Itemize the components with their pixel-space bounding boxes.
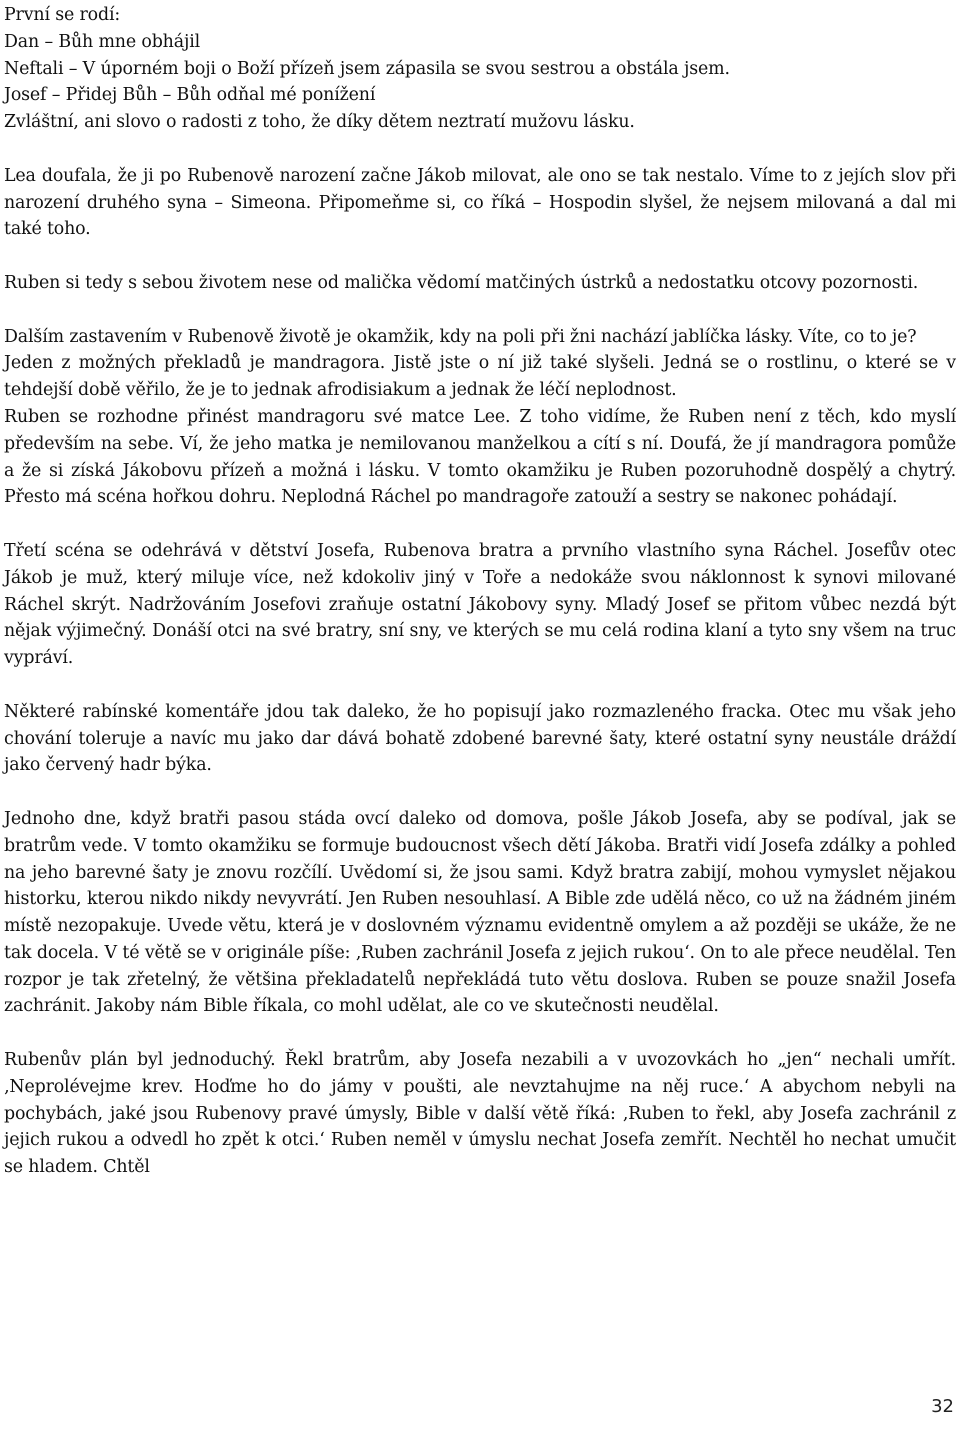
paragraph-spacer <box>4 779 956 806</box>
paragraph-spacer <box>4 1020 956 1047</box>
paragraph-brothers: Jednoho dne, když bratři pasou stáda ovcí daleko od domova, pošle Jákob Josefa, aby se podíval, jak se bratrům vede. V tomto okamžiku se formuje budoucnost všech dětí Jákoba. Bratři vidí Josefa zdálky a pohled na jeho barevné šaty je znovu rozčílí. Uvědomí si, že jsou sami. Když bratra zabijí, mohou vymyslet nějakou historku, kterou nikdo nikdy nevyvrátí. Jen Ruben nesouhlasí. A Bible zde udělá něco, co už na žádném jiném místě nezopakuje. Uvede větu, která je v doslovném významu evidentně omylem a až později se ukáže, že ne tak docela. V té větě se v originále píše: ‚Ruben zachránil Josefa z jejich rukou‘. On to ale přece neudělal. Ten rozpor je tak zřetelný, že většina překladatelů nepřekládá tuto větu doslova. Ruben se pouze snažil Josefa zachránit. Jakoby nám Bible říkala, co mohl udělat, ale co ve skutečnosti neudělal. <box>4 808 956 1017</box>
intro-line: První se rodí: <box>4 5 121 25</box>
page-number: 32 <box>931 1396 954 1417</box>
paragraph-love-apples: Dalším zastavením v Rubenově životě je okamžik, kdy na poli při žni nachází jablíčka lásky. Víte, co to je? <box>4 326 917 347</box>
intro-line: Zvláštní, ani slovo o radosti z toho, že díky dětem neztratí mužovu lásku. <box>4 112 635 133</box>
paragraph-lea: Lea doufala, že ji po Rubenově narození začne Jákob milovat, ale ono se tak nestalo. Víme to z jejích slov při narození druhého syna – Simeona. Připomeňme si, co říká – Hospodin slyšel, že nejsem milovaná a dal mi také toho. <box>4 165 956 240</box>
paragraph-spacer <box>4 136 956 163</box>
document-body <box>4 2 956 1181</box>
paragraph-spacer <box>4 297 956 324</box>
paragraph-ruben-childhood: Ruben si tedy s sebou životem nese od malička vědomí matčiných ústrků a nedostatku otcovy pozornosti. <box>4 272 919 293</box>
paragraph-mandrake: Jeden z možných překladů je mandragora. Jistě jste o ní již také slyšeli. Jedná se o rostlinu, o které se v tehdejší době věřilo, že je to jednak afrodisiakum a jednak že léčí neplodnost. <box>4 353 956 401</box>
paragraph-spacer <box>4 243 956 270</box>
paragraph-ruben-plan: Rubenův plán byl jednoduchý. Řekl bratrům, aby Josefa nezabili a v uvozovkách ho „jen“ nechali umřít. ‚Neprolévejme krev. Hoďme ho do jámy v poušti, ale nevztahujme na něj ruce.‘ A abychom nebyli na pochybách, jaké jsou Rubenovy pravé úmysly, Bible v další větě říká: ‚Ruben to řekl, aby Josefa zachránil z jejich rukou a odvedl ho zpět k otci.‘ Ruben neměl v úmyslu nechat Josefa zemřít. Nechtěl ho nechat umučit se hladem. Chtěl <box>4 1050 956 1178</box>
paragraph-rabbinic-comments: Některé rabínské komentáře jdou tak daleko, že ho popisují jako rozmazleného fracka. Otec mu však jeho chování toleruje a navíc mu jako dar dává bohatě zdobené barevné šaty, které ostatní syny neustále dráždí jako červený hadr býka. <box>4 701 956 776</box>
paragraph-ruben-gift: Ruben se rozhodne přinést mandragoru své matce Lee. Z toho vidíme, že Ruben není z těch, kdo myslí především na sebe. Ví, že jeho matka je nemilovanou manželkou a cítí s ní. Doufá, že jí mandragora pomůže a že si získá Jákobovu přízeň a možná i lásku. V tomto okamžiku je Ruben pozoruhodně dospělý a chytrý. Přesto má scéna hořkou dohru. Neplodná Ráchel po mandragoře zatouží a sestry se nakonec pohádají. <box>4 406 956 508</box>
intro-line: Dan – Bůh mne obhájil <box>4 31 201 52</box>
paragraph-third-scene: Třetí scéna se odehrává v dětství Josefa, Rubenova bratra a prvního vlastního syna Ráchel. Josefův otec Jákob je muž, který miluje více, než kdokoliv jiný v Toře a nedokáže svou náklonnost k synovi milované Ráchel skrýt. Nadržováním Josefovi zraňuje ostatní Jákobovy syny. Mladý Josef se přitom vůbec nezdá být nějak výjimečný. Donáší otci na své bratry, sní sny, ve kterých se mu celá rodina klaní a tyto sny všem na truc vypráví. <box>4 540 956 669</box>
paragraph-spacer <box>4 511 956 538</box>
paragraph-spacer <box>4 672 956 699</box>
intro-line: Josef – Přidej Bůh – Bůh odňal mé ponížení <box>4 85 376 106</box>
intro-line: Neftali – V úporném boji o Boží přízeň jsem zápasila se svou sestrou a obstála jsem. <box>4 58 730 79</box>
